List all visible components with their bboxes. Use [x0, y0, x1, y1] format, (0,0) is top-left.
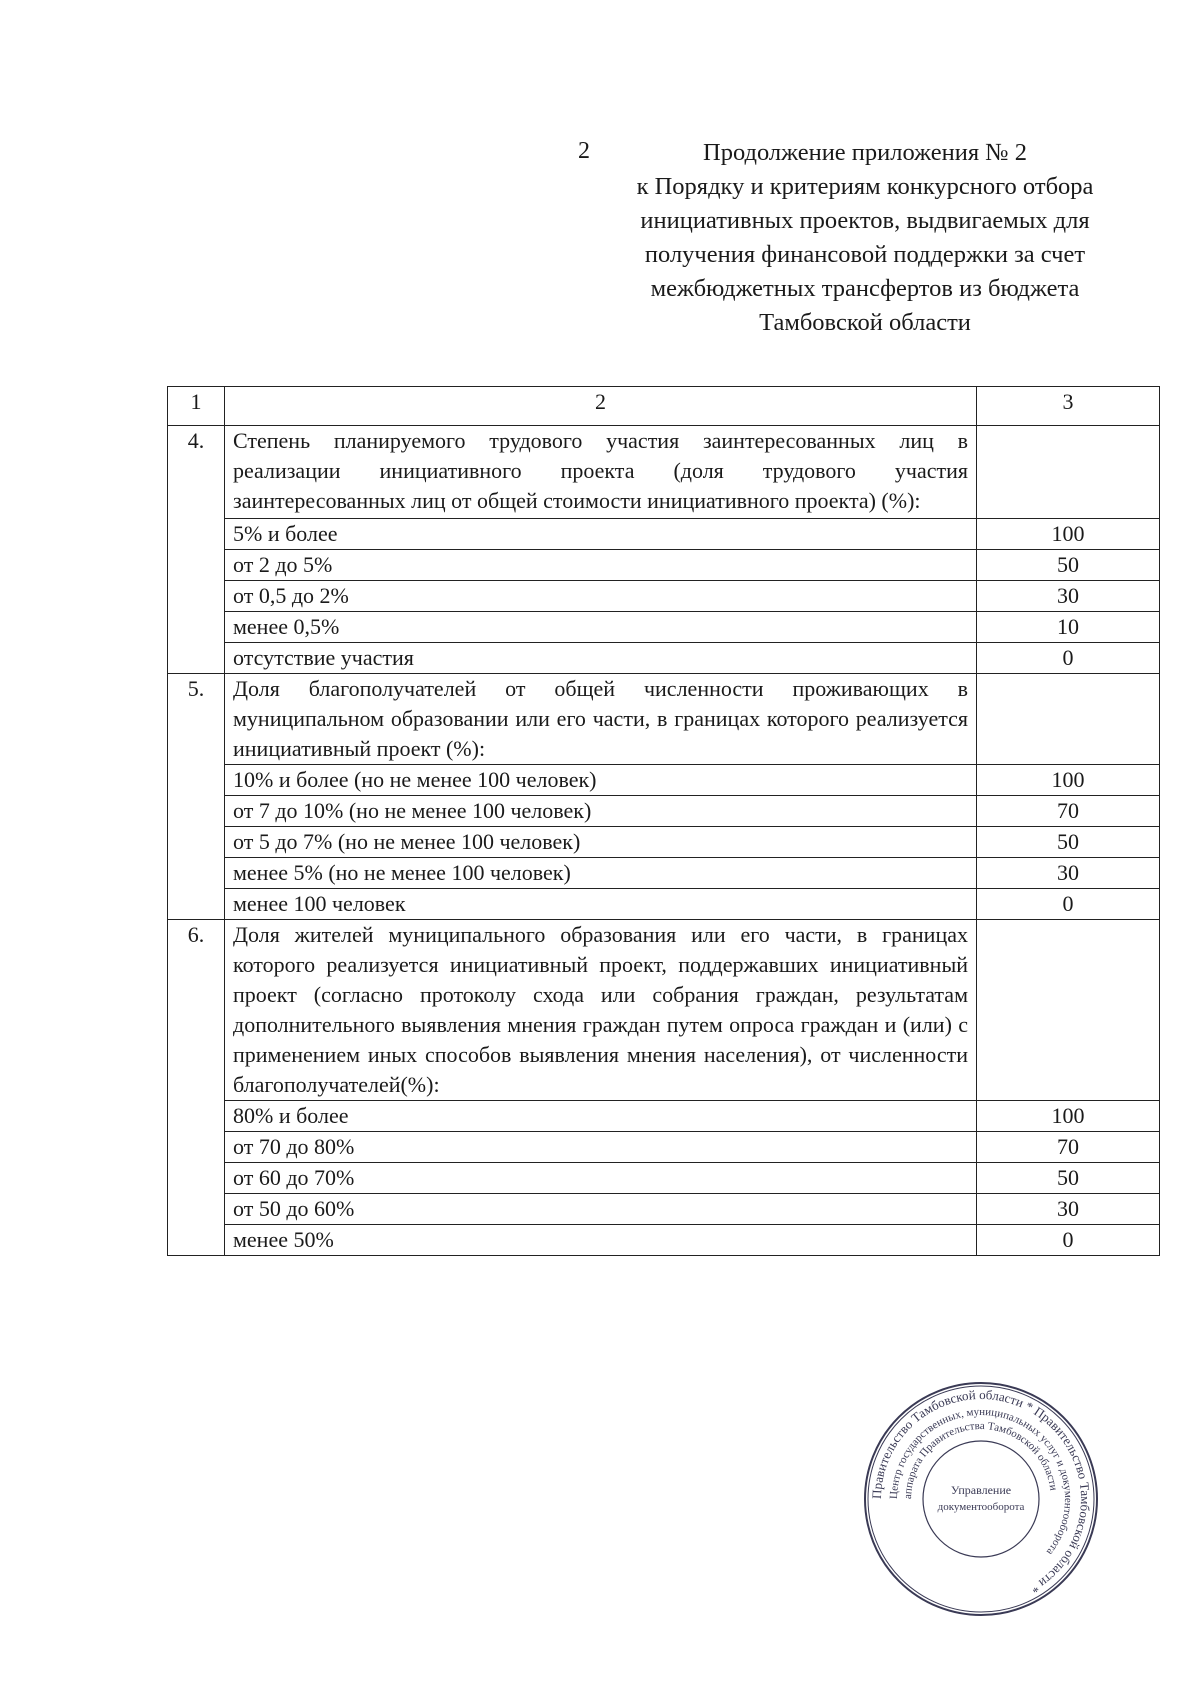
option-score: 50 — [977, 827, 1160, 858]
option-label: менее 100 человек — [225, 889, 977, 920]
header-line: инициативных проектов, выдвигаемых для — [640, 207, 1090, 234]
criterion-description: Доля благополучателей от общей численности проживающих в муниципальном образовании или его части, в границах которого реализуется инициативный проект (%): — [225, 674, 977, 765]
option-score: 0 — [977, 889, 1160, 920]
stamp-graphic — [862, 1380, 1100, 1618]
option-score: 50 — [977, 1163, 1160, 1194]
table-header-row — [168, 387, 1160, 426]
option-row — [168, 643, 1160, 674]
option-row — [168, 550, 1160, 581]
option-row — [168, 796, 1160, 827]
option-score: 0 — [977, 1225, 1160, 1256]
option-label: от 50 до 60% — [225, 1194, 977, 1225]
stamp-middle-text: Центр государственных, муниципальных услуг и документооборота — [887, 1405, 1075, 1558]
appendix-header — [600, 136, 1130, 340]
option-label: от 7 до 10% (но не менее 100 человек) — [225, 796, 977, 827]
criterion-row — [168, 426, 1160, 519]
option-row — [168, 1163, 1160, 1194]
criterion-score-empty — [977, 920, 1160, 1101]
option-row — [168, 858, 1160, 889]
header-line: получения финансовой поддержки за счет — [644, 241, 1086, 268]
criterion-number: 6. — [168, 920, 225, 1256]
option-row — [168, 1194, 1160, 1225]
option-row — [168, 827, 1160, 858]
option-score: 100 — [977, 1101, 1160, 1132]
option-row — [168, 612, 1160, 643]
option-label: отсутствие участия — [225, 643, 977, 674]
option-label: от 5 до 7% (но не менее 100 человек) — [225, 827, 977, 858]
option-row — [168, 765, 1160, 796]
header-line: межбюджетных трансфертов из бюджета — [650, 275, 1080, 302]
option-label: от 0,5 до 2% — [225, 581, 977, 612]
option-label: менее 0,5% — [225, 612, 977, 643]
option-score: 10 — [977, 612, 1160, 643]
option-score: 100 — [977, 519, 1160, 550]
option-label: 80% и более — [225, 1101, 977, 1132]
column-header: 1 — [168, 387, 225, 426]
option-label: от 2 до 5% — [225, 550, 977, 581]
criterion-number: 4. — [168, 426, 225, 674]
option-label: менее 5% (но не менее 100 человек) — [225, 858, 977, 889]
option-label: от 60 до 70% — [225, 1163, 977, 1194]
option-score: 30 — [977, 581, 1160, 612]
header-line: Продолжение приложения № 2 — [703, 139, 1027, 166]
column-header: 3 — [977, 387, 1160, 426]
option-label: менее 50% — [225, 1225, 977, 1256]
header-line: к Порядку и критериям конкурсного отбора — [636, 173, 1094, 200]
criterion-row — [168, 920, 1160, 1101]
option-row — [168, 1132, 1160, 1163]
criterion-score-empty — [977, 674, 1160, 765]
option-score: 30 — [977, 858, 1160, 889]
header-line: Тамбовской области — [759, 309, 971, 336]
option-row — [168, 519, 1160, 550]
stamp-center-line2: документооборота — [937, 1501, 1025, 1513]
option-score: 70 — [977, 1132, 1160, 1163]
option-score: 100 — [977, 765, 1160, 796]
criterion-description: Степень планируемого трудового участия заинтересованных лиц в реализации инициативного проекта (доля трудового участия заинтересованных лиц от общей стоимости инициативного проекта) (%): — [225, 426, 977, 519]
column-header: 2 — [225, 387, 977, 426]
official-stamp — [862, 1380, 1100, 1618]
option-row — [168, 889, 1160, 920]
option-row — [168, 581, 1160, 612]
option-score: 70 — [977, 796, 1160, 827]
criterion-number: 5. — [168, 674, 225, 920]
option-score: 0 — [977, 643, 1160, 674]
stamp-center-ring — [923, 1441, 1039, 1557]
criterion-description: Доля жителей муниципального образования или его части, в границах которого реализуется инициативный проект, поддержавших инициативный проект (согласно протоколу схода или собрания граждан, результатам дополнительного выявления мнения граждан путем опроса граждан и (или) с применением иных способов выявления мнения населения), от численности благополучателей(%): — [225, 920, 977, 1101]
option-label: от 70 до 80% — [225, 1132, 977, 1163]
option-row — [168, 1225, 1160, 1256]
option-label: 10% и более (но не менее 100 человек) — [225, 765, 977, 796]
criterion-row — [168, 674, 1160, 765]
option-score: 30 — [977, 1194, 1160, 1225]
stamp-outer-text: Правительство Тамбовской области * Правительство Тамбовской области * — [868, 1386, 1094, 1597]
criteria-table — [167, 386, 1160, 1256]
stamp-center-line1: Управление — [950, 1483, 1012, 1497]
criterion-score-empty — [977, 426, 1160, 519]
page-number: 2 — [578, 138, 590, 164]
option-row — [168, 1101, 1160, 1132]
stamp-inner-text: аппарата Правительства Тамбовской области — [901, 1419, 1060, 1500]
option-label: 5% и более — [225, 519, 977, 550]
option-score: 50 — [977, 550, 1160, 581]
